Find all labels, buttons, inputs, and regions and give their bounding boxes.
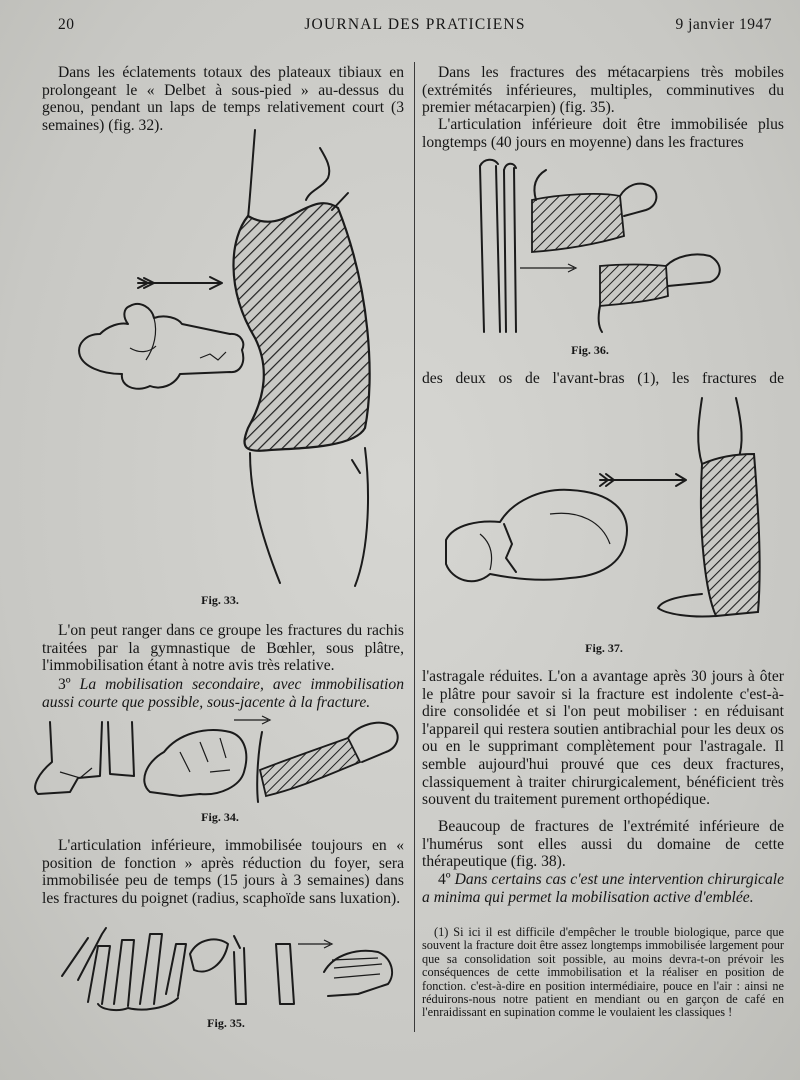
section-4-number: 4º (438, 871, 455, 888)
figure-36-forearm-plaster (470, 156, 740, 342)
left-paragraph-4: L'articulation inférieure, immobilisée toujours en « position de fonction » après réduction du foyer, sera immobilisée peu de temps (15 jours à 3 semaines) dans les fractures du poignet (radius, scaphoïde sans luxation). (42, 837, 404, 907)
right-paragraph-6 (422, 871, 784, 906)
figure-33-caption: Fig. 33. (201, 593, 239, 607)
figure-34-caption: Fig. 34. (201, 810, 239, 824)
right-paragraph-3: des deux os de l'avant-bras (1), les fractures de (422, 370, 784, 387)
page-number: 20 (58, 16, 75, 33)
journal-title: JOURNAL DES PRATICIENS (304, 16, 526, 33)
issue-date: 9 janvier 1947 (675, 16, 772, 33)
right-paragraph-4: l'astragale réduites. L'on a avantage après 30 jours à ôter le plâtre pour savoir si la fracture est indolente c'est-à-dire consolidée et si l'on peut mobiliser : en réduisant l'appareil qui restera soutien antibrachial pour les deux os ou en le supprimant complètement pour l'astragale. Il semble aujourd'hui prouvé que ces deux fractures, classiquement à traiter chirurgicalement, bénéficient très souvent du traitement purement orthopédique. (422, 668, 784, 809)
figure-33-knee-plaster (70, 128, 400, 590)
section-3-number: 3º (58, 676, 80, 693)
right-paragraph-5: Beaucoup de fractures de l'extrémité inférieure de l'humérus sont elles aussi du domaine de cette thérapeutique (fig. 38). (422, 818, 784, 871)
left-paragraph-2: L'on peut ranger dans ce groupe les fractures du rachis traitées par la gymnastique de Bœhler, sous plâtre, l'immobilisation étant à notre avis très relative. (42, 622, 404, 675)
column-divider (414, 62, 415, 1032)
figure-37-astragalus-plaster (440, 394, 780, 634)
left-paragraph-1: Dans les éclatements totaux des plateaux tibiaux en prolongeant le « Delbet à sous-pied » au-dessus du genou, pendant un laps de temps relativement court (3 semaines) (fig. 32). (42, 64, 404, 134)
page-header (58, 16, 772, 40)
figure-35-hand-bones (58, 924, 398, 1012)
section-3-title: La mobilisation secondaire, avec immobilisation aussi courte que possible, sous-jacente à la fracture. (42, 676, 404, 711)
footnote-1: (1) Si ici il est difficile d'empêcher le trouble biologique, parce que souvent la fracture doit être assez longtemps immobilisée largement pour que sa consolidation soit possible, au moins devra-t-on prévoir les conséquences de cette immobilisation et la réaliser en position de fonction. c'est-à-dire en position intermédiaire, pouce en l'air : ainsi ne réduirons-nous notre patient en mendiant ou en garçon de café en l'enraidissant en supination comme le voulaient les classiques ! (422, 925, 784, 1020)
figure-36-caption: Fig. 36. (571, 343, 609, 357)
left-paragraph-3 (42, 676, 404, 711)
figure-37-caption: Fig. 37. (585, 641, 623, 655)
figure-35-caption: Fig. 35. (207, 1016, 245, 1030)
section-4-title: Dans certains cas c'est une intervention chirurgicale a minima qui permet la mobilisation active d'emblée. (422, 871, 784, 906)
right-paragraph-2: L'articulation inférieure doit être immobilisée plus longtemps (40 jours en moyenne) dans les fractures (422, 116, 784, 151)
right-paragraph-1: Dans les fractures des métacarpiens très mobiles (extrémités inférieures, multiples, comminutives du premier métacarpien) (fig. 35). (422, 64, 784, 117)
figure-34-ankle-plaster (30, 712, 410, 808)
